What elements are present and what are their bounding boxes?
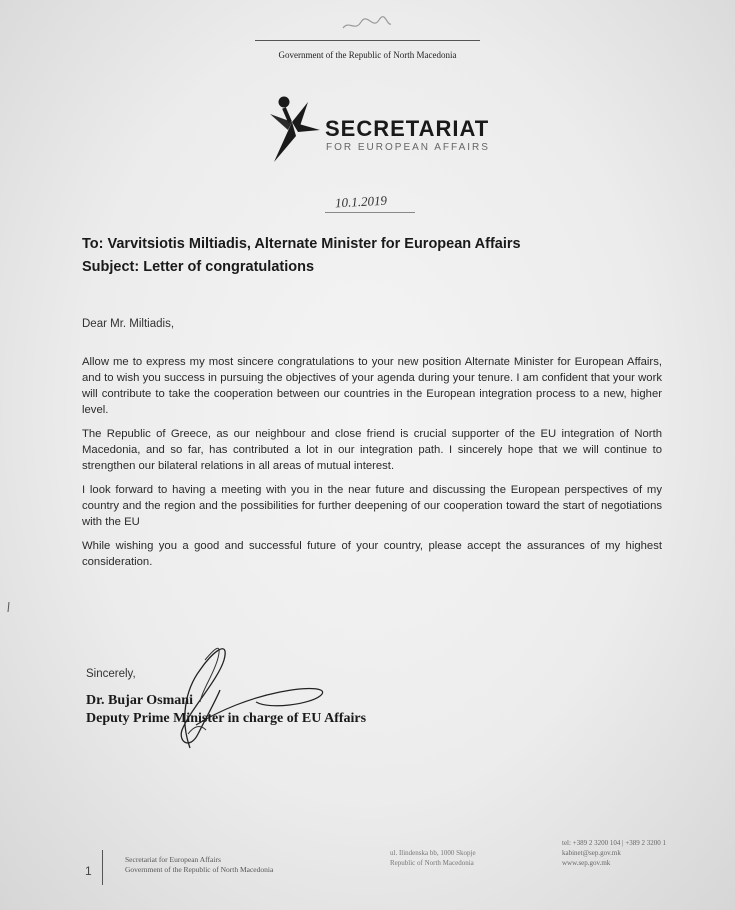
footer-address-line: ul. Ilindenska bb, 1000 Skopje <box>390 849 476 857</box>
letter-body <box>82 354 662 578</box>
margin-mark-icon <box>6 602 12 612</box>
footer-org-line: Government of the Republic of North Macedonia <box>125 865 274 874</box>
signer-title: Deputy Prime Minister in charge of EU Affairs <box>86 711 367 726</box>
body-paragraph: I look forward to having a meeting with you in the near future and discussing the European perspectives of my country and the region and the possibilities for further deepening of our cooperation toward the start of negotiations with the EU <box>82 484 662 528</box>
footer-address <box>390 848 476 868</box>
recipient-line: To: Varvitsiotis Miltiadis, Alternate Minister for European Affairs <box>82 236 521 252</box>
government-header: Government of the Republic of North Macedonia <box>278 50 457 60</box>
body-paragraph: While wishing you a good and successful future of your country, please accept the assurances of my highest consideration. <box>82 540 662 568</box>
logo-title: SECRETARIAT <box>325 116 490 141</box>
footer-contact-line: kabinet@sep.gov.mk <box>562 849 621 857</box>
header-rule <box>255 40 480 41</box>
signer-name: Dr. Bujar Osmani <box>86 693 193 708</box>
footer-rule <box>102 850 103 885</box>
body-paragraph: Allow me to express my most sincere congratulations to your new position Alternate Minister for European Affairs, and to wish you success in pursuing the objectives of your agenda during your tenure. I am confident that your work will contribute to take the cooperation between our countries in the European integration process to a new, higher level. <box>82 356 662 416</box>
handwritten-signature <box>160 630 430 760</box>
star-figure-icon <box>262 92 322 164</box>
footer-contact-line: www.sep.gov.mk <box>562 859 611 867</box>
secretariat-logo <box>262 92 492 164</box>
subject-line: Subject: Letter of congratulations <box>82 259 315 275</box>
salutation: Dear Mr. Miltiadis, <box>82 318 175 330</box>
footer-organization <box>125 855 273 875</box>
footer-contact-line: tel: +389 2 3200 104 | +389 2 3200 1 <box>562 839 666 847</box>
handwritten-mark-icon <box>335 14 395 36</box>
page-number: 1 <box>85 864 92 878</box>
footer-contact <box>562 838 666 868</box>
footer-address-line: Republic of North Macedonia <box>390 859 474 867</box>
footer-org-line: Secretariat for European Affairs <box>125 855 221 864</box>
body-paragraph: The Republic of Greece, as our neighbour and close friend is crucial supporter of the EU integration of North Macedonia, and so far, has contributed a lot in our integration path. I sincerely hope that we will continue to strengthen our bilateral relations in all areas of mutual interest. <box>82 428 662 472</box>
letter-date: 10.1.2019 <box>334 192 388 211</box>
closing: Sincerely, <box>86 668 136 680</box>
date-rule <box>325 212 415 213</box>
logo-subtitle: FOR EUROPEAN AFFAIRS <box>326 142 490 153</box>
